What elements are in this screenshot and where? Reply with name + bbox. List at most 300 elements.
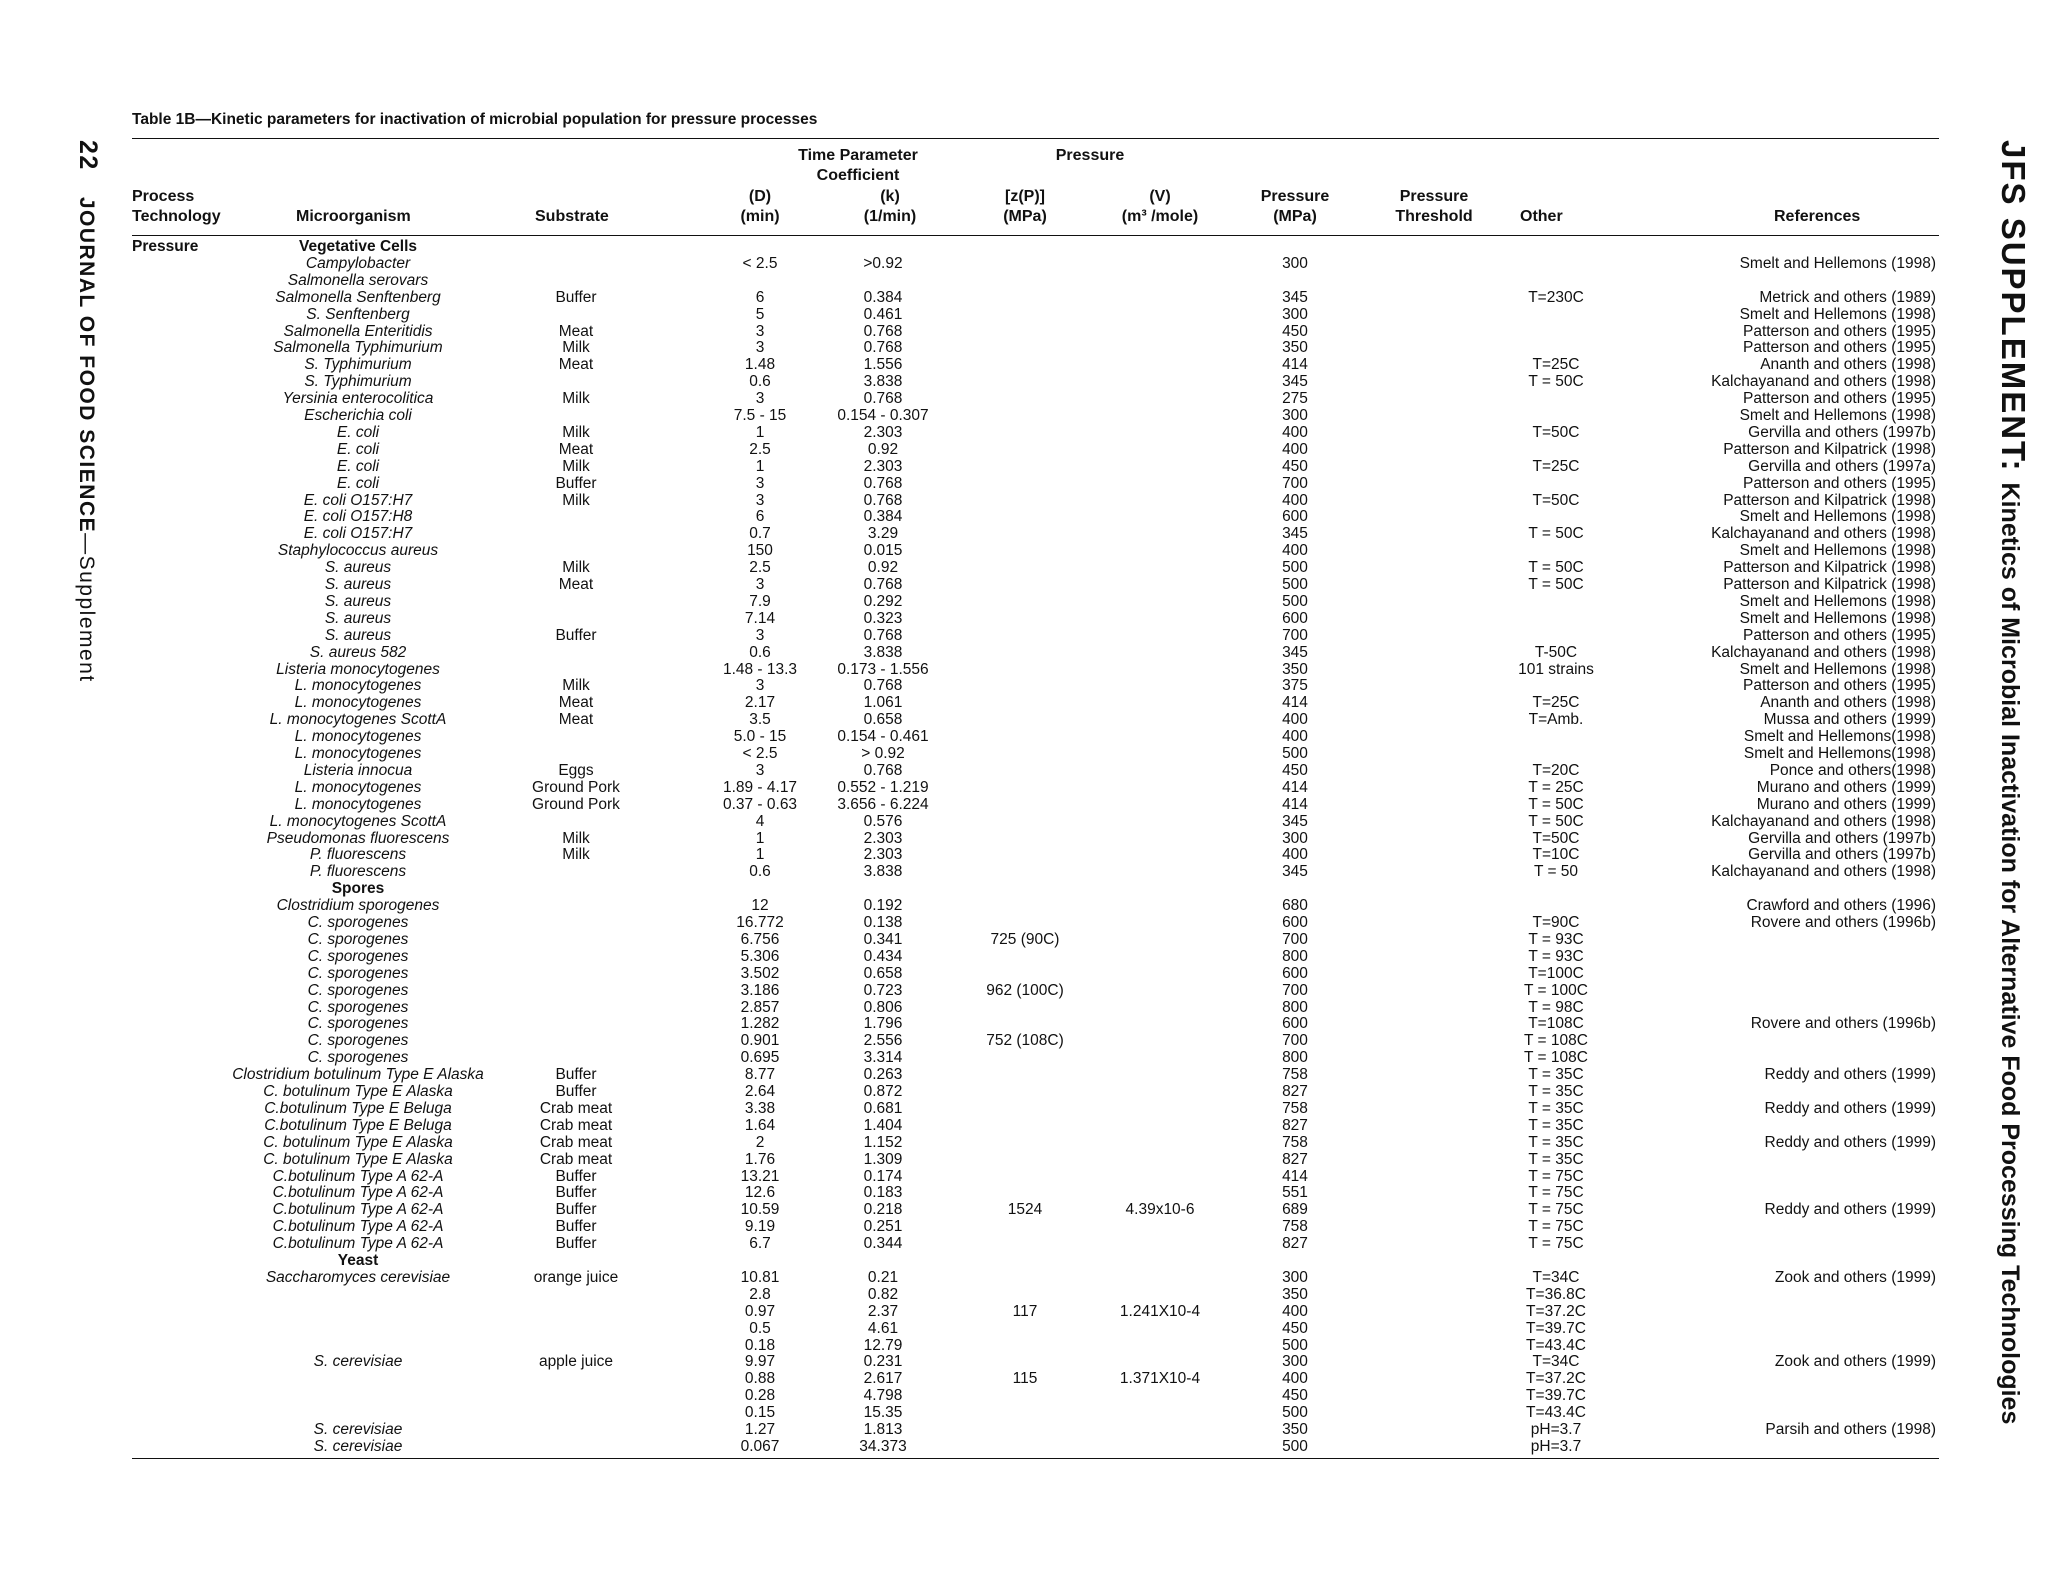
cell-microorganism: S. cerevisiae bbox=[313, 1437, 403, 1455]
cell-other: T = 108C bbox=[1524, 1032, 1588, 1050]
cell-reference: Rovere and others (1996b) bbox=[1750, 914, 1936, 931]
cell-microorganism: C. sporogenes bbox=[307, 981, 409, 999]
cell-pressure: 400 bbox=[1282, 728, 1308, 746]
cell-pressure: 414 bbox=[1282, 778, 1308, 796]
cell-k-value: 34.373 bbox=[859, 1437, 907, 1455]
cell-k-value: 0.251 bbox=[863, 1218, 903, 1236]
cell-substrate: Eggs bbox=[558, 761, 594, 779]
cell-substrate: Milk bbox=[562, 390, 590, 408]
cell-reference: Patterson and others (1995) bbox=[1742, 626, 1936, 644]
table-caption: Table 1B—Kinetic parameters for inactivation of microbial population for pressure processes bbox=[132, 111, 818, 128]
cell-microorganism: Salmonella Typhimurium bbox=[273, 339, 443, 357]
cell-k-value: 0.174 bbox=[863, 1167, 903, 1185]
cell-pressure: 414 bbox=[1282, 356, 1308, 374]
cell-d-value: 1 bbox=[755, 457, 765, 475]
cell-pressure: 300 bbox=[1282, 1353, 1308, 1371]
cell-microorganism: S. Senftenberg bbox=[306, 305, 410, 323]
cell-d-value: 3 bbox=[755, 576, 765, 593]
cell-pressure: 300 bbox=[1282, 829, 1308, 847]
cell-k-value: 0.434 bbox=[863, 947, 903, 965]
cell-substrate: apple juice bbox=[538, 1353, 614, 1371]
cell-microorganism: C. sporogenes bbox=[307, 964, 409, 982]
cell-reference: Patterson and others (1995) bbox=[1742, 677, 1936, 695]
cell-reference: Patterson and others (1995) bbox=[1742, 322, 1936, 340]
cell-k-value: 3.29 bbox=[867, 525, 899, 543]
cell-k-value: 1.061 bbox=[863, 694, 903, 712]
cell-reference: Patterson and others (1995) bbox=[1742, 474, 1936, 492]
cell-d-value: 1.282 bbox=[740, 1015, 780, 1033]
cell-k-value: 2.556 bbox=[863, 1032, 903, 1050]
cell-pressure: 400 bbox=[1282, 1302, 1308, 1320]
cell-d-value: 1.76 bbox=[744, 1150, 776, 1168]
cell-pressure: 375 bbox=[1282, 677, 1308, 695]
cell-other: T = 75C bbox=[1528, 1184, 1584, 1202]
journal-name: JOURNAL OF FOOD SCIENCE bbox=[75, 196, 98, 534]
cell-zp-value: 752 (108C) bbox=[986, 1032, 1064, 1050]
cell-pressure: 350 bbox=[1282, 339, 1308, 357]
header-d-l2: (min) bbox=[740, 208, 780, 225]
cell-zp-value: 962 (100C) bbox=[986, 981, 1064, 999]
cell-k-value: 3.656 - 6.224 bbox=[837, 795, 929, 813]
cell-d-value: 1 bbox=[755, 846, 765, 864]
cell-microorganism: S. Typhimurium bbox=[304, 373, 412, 391]
cell-pressure: 414 bbox=[1282, 1167, 1308, 1185]
cell-pressure: 450 bbox=[1282, 761, 1308, 779]
cell-other: T = 75C bbox=[1528, 1218, 1584, 1236]
cell-microorganism: P. fluorescens bbox=[309, 846, 407, 864]
cell-pressure: 700 bbox=[1282, 981, 1308, 999]
cell-pressure: 700 bbox=[1282, 626, 1308, 644]
cell-reference: Gervilla and others (1997b) bbox=[1748, 846, 1936, 864]
cell-microorganism: L. monocytogenes bbox=[294, 728, 422, 746]
cell-reference: Ponce and others(1998) bbox=[1769, 761, 1936, 779]
cell-reference: Kalchayanand and others (1998) bbox=[1711, 863, 1936, 881]
cell-d-value: 3 bbox=[755, 761, 765, 779]
cell-d-value: 12 bbox=[751, 897, 769, 915]
cell-pressure: 400 bbox=[1282, 542, 1308, 560]
cell-d-value: 0.6 bbox=[749, 863, 771, 881]
header-process-l1: Process bbox=[132, 188, 195, 205]
cell-reference: Murano and others (1999) bbox=[1756, 795, 1936, 813]
cell-other: T = 35C bbox=[1528, 1066, 1584, 1084]
cell-d-value: 0.6 bbox=[749, 373, 771, 391]
cell-other: T=10C bbox=[1532, 846, 1580, 864]
cell-pressure: 600 bbox=[1282, 914, 1308, 931]
cell-other: T=100C bbox=[1528, 964, 1584, 982]
cell-microorganism: L. monocytogenes bbox=[294, 745, 422, 762]
header-zp-l1: [z(P)] bbox=[1005, 188, 1045, 205]
cell-microorganism: Staphylococcus aureus bbox=[277, 542, 439, 560]
cell-k-value: 1.152 bbox=[863, 1133, 903, 1151]
cell-other: T = 35C bbox=[1528, 1150, 1584, 1168]
cell-reference: Reddy and others (1999) bbox=[1764, 1066, 1936, 1084]
cell-pressure: 300 bbox=[1282, 407, 1308, 424]
cell-pressure: 800 bbox=[1282, 998, 1308, 1016]
cell-substrate: Milk bbox=[562, 457, 590, 475]
cell-other: T=230C bbox=[1528, 288, 1584, 306]
cell-pressure: 350 bbox=[1282, 1421, 1308, 1438]
cell-k-value: 3.838 bbox=[863, 643, 903, 661]
cell-other: T = 50C bbox=[1528, 812, 1584, 830]
cell-microorganism: C. botulinum Type E Alaska bbox=[263, 1150, 453, 1168]
cell-microorganism: E. coli O157:H7 bbox=[303, 525, 413, 543]
cell-other: T = 50C bbox=[1528, 795, 1584, 813]
cell-microorganism: Salmonella Senftenberg bbox=[275, 288, 441, 306]
cell-k-value: 0.552 - 1.219 bbox=[837, 778, 929, 796]
cell-reference: Murano and others (1999) bbox=[1756, 778, 1936, 796]
cell-reference: Smelt and Hellemons (1998) bbox=[1739, 305, 1936, 323]
cell-microorganism: C. sporogenes bbox=[307, 947, 409, 965]
cell-d-value: 9.19 bbox=[744, 1218, 776, 1236]
cell-microorganism: E. coli bbox=[336, 423, 380, 441]
cell-reference: Kalchayanand and others (1998) bbox=[1711, 373, 1936, 391]
cell-other: T=25C bbox=[1532, 457, 1580, 475]
cell-substrate: Buffer bbox=[555, 1066, 597, 1084]
cell-other: 101 strains bbox=[1518, 660, 1594, 678]
cell-reference: Kalchayanand and others (1998) bbox=[1711, 525, 1936, 543]
cell-other: T = 35C bbox=[1528, 1116, 1584, 1134]
cell-other: T = 75C bbox=[1528, 1167, 1584, 1185]
cell-microorganism: S. aureus bbox=[324, 592, 392, 610]
cell-microorganism: P. fluorescens bbox=[309, 863, 407, 881]
cell-microorganism: L. monocytogenes bbox=[294, 694, 422, 712]
cell-pressure: 500 bbox=[1282, 592, 1308, 610]
cell-microorganism: L. monocytogenes bbox=[294, 795, 422, 813]
cell-pressure: 680 bbox=[1282, 897, 1308, 915]
cell-k-value: 0.323 bbox=[863, 609, 903, 627]
cell-other: pH=3.7 bbox=[1530, 1421, 1582, 1438]
header-process-l2: Technology bbox=[132, 208, 221, 225]
cell-k-value: 0.576 bbox=[863, 812, 903, 830]
cell-reference: Smelt and Hellemons (1998) bbox=[1739, 508, 1936, 526]
header-pressure-l1: Pressure bbox=[1260, 188, 1330, 205]
cell-d-value: 3.186 bbox=[740, 981, 780, 999]
cell-microorganism: C.botulinum Type A 62-A bbox=[272, 1167, 444, 1185]
cell-reference: Mussa and others (1999) bbox=[1763, 711, 1936, 729]
cell-k-value: 0.384 bbox=[863, 288, 903, 306]
cell-pressure: 758 bbox=[1282, 1066, 1308, 1084]
cell-microorganism: E. coli O157:H8 bbox=[303, 508, 413, 526]
cell-other: T=50C bbox=[1532, 829, 1580, 847]
cell-process: Pressure bbox=[132, 238, 199, 255]
cell-pressure: 827 bbox=[1282, 1116, 1308, 1134]
cell-microorganism: C. botulinum Type E Alaska bbox=[263, 1133, 453, 1151]
cell-other: T=Amb. bbox=[1528, 711, 1584, 729]
cell-d-value: 6 bbox=[755, 288, 765, 306]
cell-k-value: 0.341 bbox=[863, 930, 903, 948]
cell-pressure: 345 bbox=[1282, 288, 1308, 306]
cell-d-value: 7.5 - 15 bbox=[733, 407, 787, 424]
bottom-rule bbox=[132, 1458, 1939, 1459]
cell-other: T=39.7C bbox=[1526, 1319, 1586, 1337]
cell-pressure: 400 bbox=[1282, 1370, 1308, 1388]
cell-other: T = 75C bbox=[1528, 1201, 1584, 1219]
cell-d-value: 2.8 bbox=[749, 1285, 771, 1303]
cell-d-value: 4 bbox=[755, 812, 765, 830]
header-pressure-l2: (MPa) bbox=[1273, 208, 1317, 225]
cell-k-value: 0.231 bbox=[863, 1353, 903, 1371]
cell-pressure: 400 bbox=[1282, 440, 1308, 458]
cell-d-value: 3.502 bbox=[740, 964, 780, 982]
cell-pressure: 700 bbox=[1282, 474, 1308, 492]
cell-k-value: >0.92 bbox=[863, 254, 903, 272]
cell-pressure: 689 bbox=[1282, 1201, 1308, 1219]
cell-d-value: 9.97 bbox=[744, 1353, 776, 1371]
header-k-l2: (1/min) bbox=[863, 208, 917, 225]
cell-substrate: Milk bbox=[562, 846, 590, 864]
cell-pressure: 758 bbox=[1282, 1133, 1308, 1151]
cell-pressure: 600 bbox=[1282, 609, 1308, 627]
cell-other: T=25C bbox=[1532, 356, 1580, 374]
cell-k-value: 0.92 bbox=[867, 440, 899, 458]
cell-d-value: 7.9 bbox=[749, 592, 771, 610]
cell-reference: Smelt and Hellemons(1998) bbox=[1743, 745, 1936, 762]
cell-substrate: Meat bbox=[558, 356, 594, 374]
cell-d-value: 5.306 bbox=[740, 947, 780, 965]
cell-other: T=34C bbox=[1532, 1268, 1580, 1286]
cell-other: T=25C bbox=[1532, 694, 1580, 712]
cell-d-value: 1.64 bbox=[744, 1116, 776, 1134]
cell-substrate: Crab meat bbox=[539, 1133, 613, 1151]
cell-k-value: 2.303 bbox=[863, 829, 903, 847]
cell-other: T = 50C bbox=[1528, 576, 1584, 593]
cell-reference: Patterson and Kilpatrick (1998) bbox=[1723, 440, 1936, 458]
cell-reference: Smelt and Hellemons (1998) bbox=[1739, 254, 1936, 272]
cell-pressure: 400 bbox=[1282, 846, 1308, 864]
cell-pressure: 800 bbox=[1282, 947, 1308, 965]
cell-microorganism: S. aureus bbox=[324, 626, 392, 644]
cell-d-value: 3 bbox=[755, 626, 765, 644]
cell-microorganism: S. aureus bbox=[324, 576, 392, 593]
cell-k-value: 0.461 bbox=[863, 305, 903, 323]
cell-other: T = 35C bbox=[1528, 1083, 1584, 1100]
cell-reference: Patterson and others (1995) bbox=[1742, 390, 1936, 408]
cell-pressure: 551 bbox=[1282, 1184, 1308, 1202]
cell-reference: Smelt and Hellemons(1998) bbox=[1743, 728, 1936, 746]
cell-d-value: 2.857 bbox=[740, 998, 780, 1016]
cell-k-value: 0.723 bbox=[863, 981, 903, 999]
cell-pressure: 400 bbox=[1282, 711, 1308, 729]
cell-microorganism: Listeria innocua bbox=[303, 761, 413, 779]
cell-substrate: Crab meat bbox=[539, 1099, 613, 1117]
cell-d-value: 0.88 bbox=[744, 1370, 776, 1388]
cell-k-value: 0.681 bbox=[863, 1099, 903, 1117]
cell-pressure: 758 bbox=[1282, 1218, 1308, 1236]
cell-d-value: 1 bbox=[755, 829, 765, 847]
cell-reference: Gervilla and others (1997b) bbox=[1748, 423, 1936, 441]
cell-k-value: 1.404 bbox=[863, 1116, 903, 1134]
cell-d-value: 2.5 bbox=[749, 559, 771, 577]
cell-k-value: 2.37 bbox=[867, 1302, 899, 1320]
cell-microorganism: C. sporogenes bbox=[307, 998, 409, 1016]
cell-substrate: Buffer bbox=[555, 474, 597, 492]
cell-microorganism: C.botulinum Type A 62-A bbox=[272, 1201, 444, 1219]
cell-k-value: 0.658 bbox=[863, 964, 903, 982]
cell-substrate: Buffer bbox=[555, 1201, 597, 1219]
cell-k-value: 0.768 bbox=[863, 626, 903, 644]
cell-reference: Rovere and others (1996b) bbox=[1750, 1015, 1936, 1033]
cell-pressure: 400 bbox=[1282, 491, 1308, 509]
cell-microorganism: S. aureus 582 bbox=[309, 643, 407, 661]
cell-pressure: 827 bbox=[1282, 1083, 1308, 1100]
cell-other: T = 35C bbox=[1528, 1133, 1584, 1151]
cell-microorganism: L. monocytogenes bbox=[294, 677, 422, 695]
cell-other: T=37.2C bbox=[1526, 1302, 1586, 1320]
cell-d-value: 0.28 bbox=[744, 1387, 776, 1405]
cell-substrate: Buffer bbox=[555, 1218, 597, 1236]
cell-microorganism: C.botulinum Type E Beluga bbox=[264, 1099, 452, 1117]
cell-substrate: Meat bbox=[558, 440, 594, 458]
cell-pressure: 827 bbox=[1282, 1150, 1308, 1168]
cell-microorganism: Saccharomyces cerevisiae bbox=[265, 1268, 451, 1286]
cell-pressure: 345 bbox=[1282, 863, 1308, 881]
cell-k-value: 0.384 bbox=[863, 508, 903, 526]
supplement-label: JFS SUPPLEMENT: bbox=[1995, 140, 2032, 473]
cell-pressure: 600 bbox=[1282, 508, 1308, 526]
cell-substrate: Buffer bbox=[555, 288, 597, 306]
header-rule bbox=[132, 235, 1939, 236]
cell-reference: Ananth and others (1998) bbox=[1760, 356, 1936, 374]
cell-microorganism: C. sporogenes bbox=[307, 1015, 409, 1033]
cell-k-value: 0.768 bbox=[863, 491, 903, 509]
cell-reference: Smelt and Hellemons (1998) bbox=[1739, 609, 1936, 627]
header-zp-l2: (MPa) bbox=[1003, 208, 1047, 225]
cell-d-value: 5.0 - 15 bbox=[733, 728, 787, 746]
cell-k-value: 0.872 bbox=[863, 1083, 903, 1100]
cell-other: T = 108C bbox=[1524, 1049, 1588, 1067]
cell-microorganism: Salmonella Enteritidis bbox=[283, 322, 433, 340]
header-other: Other bbox=[1520, 208, 1563, 225]
cell-k-value: 0.192 bbox=[863, 897, 903, 915]
cell-k-value: 0.768 bbox=[863, 677, 903, 695]
cell-reference: Parsih and others (1998) bbox=[1765, 1421, 1936, 1438]
header-threshold-l1: Pressure bbox=[1399, 188, 1469, 205]
cell-k-value: 1.813 bbox=[863, 1421, 903, 1438]
cell-d-value: 3 bbox=[755, 390, 765, 408]
cell-other: T=36.8C bbox=[1526, 1285, 1586, 1303]
cell-v-value: 4.39x10-6 bbox=[1125, 1201, 1195, 1219]
cell-substrate: Buffer bbox=[555, 1184, 597, 1202]
cell-substrate: Buffer bbox=[555, 1235, 597, 1253]
cell-k-value: 2.617 bbox=[863, 1370, 903, 1388]
header-threshold-l2: Threshold bbox=[1395, 208, 1473, 225]
cell-d-value: 6.7 bbox=[749, 1235, 771, 1253]
cell-microorganism: S. cerevisiae bbox=[313, 1353, 403, 1371]
cell-pressure: 500 bbox=[1282, 1437, 1308, 1455]
cell-k-value: 0.292 bbox=[863, 592, 903, 610]
cell-d-value: 0.067 bbox=[740, 1437, 780, 1455]
cell-k-value: > 0.92 bbox=[861, 745, 905, 762]
cell-other: T=90C bbox=[1532, 914, 1580, 931]
cell-pressure: 450 bbox=[1282, 457, 1308, 475]
cell-d-value: 2 bbox=[755, 1133, 765, 1151]
cell-other: T = 75C bbox=[1528, 1235, 1584, 1253]
cell-pressure: 500 bbox=[1282, 745, 1308, 762]
cell-reference: Kalchayanand and others (1998) bbox=[1711, 643, 1936, 661]
cell-other: T = 98C bbox=[1528, 998, 1584, 1016]
cell-microorganism: C. botulinum Type E Alaska bbox=[263, 1083, 453, 1100]
cell-k-value: 0.173 - 1.556 bbox=[837, 660, 929, 678]
cell-reference: Zook and others (1999) bbox=[1774, 1268, 1936, 1286]
cell-k-value: 4.798 bbox=[863, 1387, 903, 1405]
cell-pressure: 600 bbox=[1282, 964, 1308, 982]
cell-pressure: 827 bbox=[1282, 1235, 1308, 1253]
cell-d-value: 0.15 bbox=[744, 1404, 776, 1422]
cell-other: T-50C bbox=[1534, 643, 1578, 661]
cell-k-value: 0.768 bbox=[863, 576, 903, 593]
cell-k-value: 0.768 bbox=[863, 390, 903, 408]
cell-microorganism: Clostridium sporogenes bbox=[276, 897, 440, 915]
cell-microorganism: Listeria monocytogenes bbox=[276, 660, 440, 678]
cell-pressure: 345 bbox=[1282, 373, 1308, 391]
cell-reference: Gervilla and others (1997a) bbox=[1748, 457, 1936, 475]
cell-substrate: Milk bbox=[562, 423, 590, 441]
cell-pressure: 300 bbox=[1282, 305, 1308, 323]
cell-substrate: Crab meat bbox=[539, 1150, 613, 1168]
page-number: 22 bbox=[74, 140, 102, 171]
cell-k-value: 0.806 bbox=[863, 998, 903, 1016]
cell-microorganism: E. coli bbox=[336, 474, 380, 492]
cell-other: T = 93C bbox=[1528, 930, 1584, 948]
cell-microorganism: Campylobacter bbox=[305, 254, 411, 272]
cell-microorganism: L. monocytogenes bbox=[294, 778, 422, 796]
header-v-l1: (V) bbox=[1149, 188, 1171, 205]
cell-other: T=50C bbox=[1532, 423, 1580, 441]
cell-reference: Reddy and others (1999) bbox=[1764, 1133, 1936, 1151]
cell-other: T = 35C bbox=[1528, 1099, 1584, 1117]
cell-pressure: 345 bbox=[1282, 525, 1308, 543]
cell-microorganism: S. aureus bbox=[324, 609, 392, 627]
cell-d-value: 0.6 bbox=[749, 643, 771, 661]
cell-microorganism: Yeast bbox=[337, 1252, 379, 1269]
cell-pressure: 275 bbox=[1282, 390, 1308, 408]
cell-other: T = 50 bbox=[1533, 863, 1579, 881]
cell-pressure: 350 bbox=[1282, 660, 1308, 678]
cell-d-value: 6 bbox=[755, 508, 765, 526]
cell-k-value: 0.218 bbox=[863, 1201, 903, 1219]
cell-other: T=108C bbox=[1528, 1015, 1584, 1033]
cell-d-value: 3 bbox=[755, 322, 765, 340]
header-substrate: Substrate bbox=[535, 208, 609, 225]
cell-k-value: 0.92 bbox=[867, 559, 899, 577]
cell-pressure: 450 bbox=[1282, 1319, 1308, 1337]
cell-reference: Metrick and others (1989) bbox=[1759, 288, 1936, 306]
cell-microorganism: E. coli bbox=[336, 457, 380, 475]
cell-reference: Patterson and Kilpatrick (1998) bbox=[1723, 576, 1936, 593]
cell-k-value: 0.768 bbox=[863, 339, 903, 357]
cell-d-value: 0.97 bbox=[744, 1302, 776, 1320]
cell-d-value: 0.37 - 0.63 bbox=[722, 795, 798, 813]
header-microorganism: Microorganism bbox=[296, 208, 411, 225]
cell-reference: Patterson and Kilpatrick (1998) bbox=[1723, 559, 1936, 577]
cell-d-value: 3.5 bbox=[749, 711, 771, 729]
cell-other: T=20C bbox=[1532, 761, 1580, 779]
cell-microorganism: Clostridium botulinum Type E Alaska bbox=[232, 1066, 484, 1084]
cell-microorganism: Escherichia coli bbox=[304, 407, 412, 424]
cell-reference: Patterson and others (1995) bbox=[1742, 339, 1936, 357]
cell-pressure: 300 bbox=[1282, 1268, 1308, 1286]
cell-k-value: 0.138 bbox=[863, 914, 903, 931]
right-running-head bbox=[1990, 140, 2032, 1425]
header-k-l1: (k) bbox=[880, 188, 900, 205]
cell-k-value: 0.154 - 0.307 bbox=[837, 407, 929, 424]
cell-d-value: 0.7 bbox=[749, 525, 771, 543]
header-pressure-group: Pressure bbox=[1055, 147, 1125, 164]
cell-substrate: Milk bbox=[562, 559, 590, 577]
cell-k-value: 2.303 bbox=[863, 423, 903, 441]
cell-reference: Reddy and others (1999) bbox=[1764, 1099, 1936, 1117]
cell-k-value: 2.303 bbox=[863, 457, 903, 475]
